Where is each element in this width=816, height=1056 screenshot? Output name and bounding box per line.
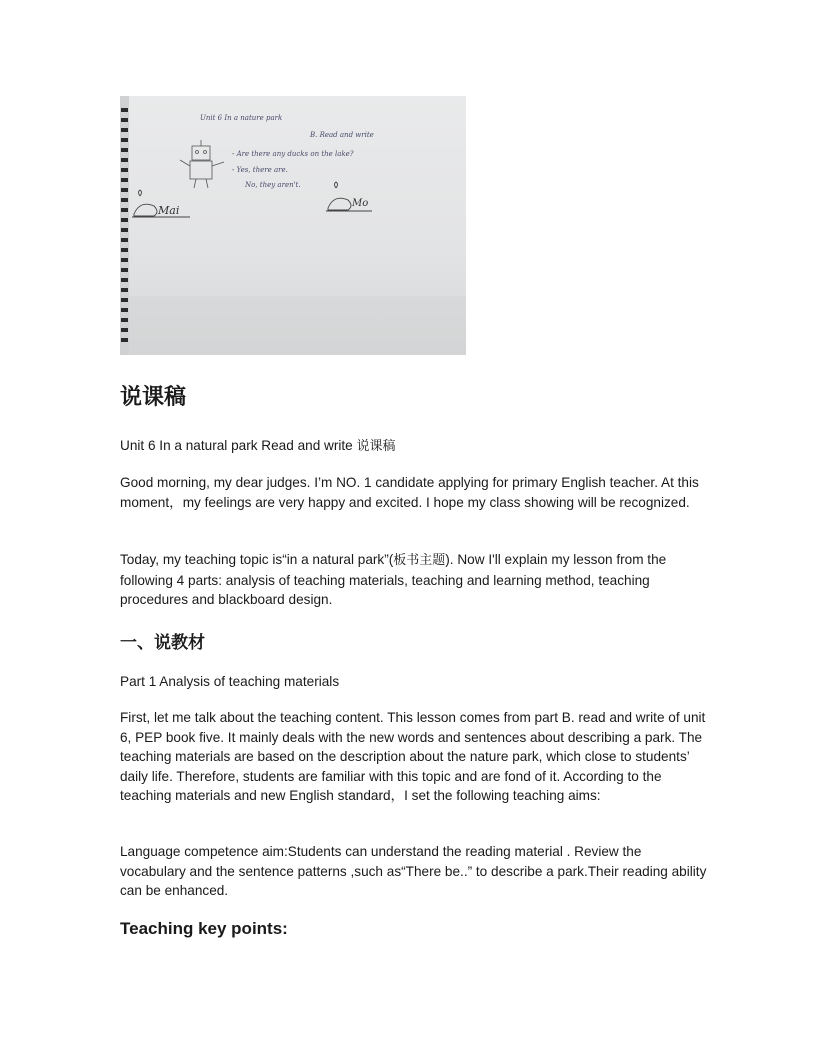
section-heading-materials: 一、说教材 xyxy=(120,633,205,653)
language-competence-paragraph: Language competence aim:Students can understand the reading material . Review the vocabulary and the sentence patterns ,such as“There be..” to describe a park.Their reading ability can be enhanced. xyxy=(120,844,707,898)
spiral-binding xyxy=(120,96,129,355)
page-title: 说课稿 xyxy=(120,385,187,410)
name-right: Mo xyxy=(352,198,369,209)
notebook-line-2: - Yes, there are. xyxy=(232,166,288,174)
robot-drawing xyxy=(180,140,224,188)
notebook-line-1: - Are there any ducks on the lake? xyxy=(232,150,354,158)
topic-text-before: Today, my teaching topic is“in a natural park”( xyxy=(120,552,394,567)
name-left: Mai xyxy=(158,204,180,217)
greeting-paragraph: Good morning, my dear judges. I’m NO. 1 candidate applying for primary English teacher. At this moment，my feelings are very happy and excited. I hope my class showing will be recognized. xyxy=(120,475,699,510)
notebook-title: Unit 6 In a nature park xyxy=(200,114,283,122)
topic-text-after: ). Now I'll explain my lesson from the following 4 parts: analysis of teaching materials, teaching and learning method, teaching procedures and blackboard design. xyxy=(120,552,667,607)
lesson-title-cn: 说课稿 xyxy=(356,439,396,454)
part-1-label: Part 1 Analysis of teaching materials xyxy=(120,674,340,689)
topic-text-cn: 板书主题 xyxy=(393,553,446,568)
lesson-title-line xyxy=(120,436,710,457)
blackboard-sketch-photo xyxy=(120,96,466,355)
notebook-drawing xyxy=(120,96,466,355)
topic-paragraph xyxy=(120,550,710,610)
key-points-heading: Teaching key points: xyxy=(120,919,288,938)
teaching-content-paragraph: First, let me talk about the teaching content. This lesson comes from part B. read and write of unit 6, PEP book five. It mainly deals with the new words and sentences about describing a park. The teaching materials are based on the description about the nature park, which close to students’ daily life. Therefore, students are familiar with this topic and are fond of it. According to the teaching materials and new English standard，I set the following teaching aims: xyxy=(120,710,706,803)
notebook-subtitle: B. Read and write xyxy=(310,131,374,139)
notebook-line-3: No, they aren't. xyxy=(245,181,301,189)
lesson-title-en: Unit 6 In a natural park Read and write xyxy=(120,438,357,453)
